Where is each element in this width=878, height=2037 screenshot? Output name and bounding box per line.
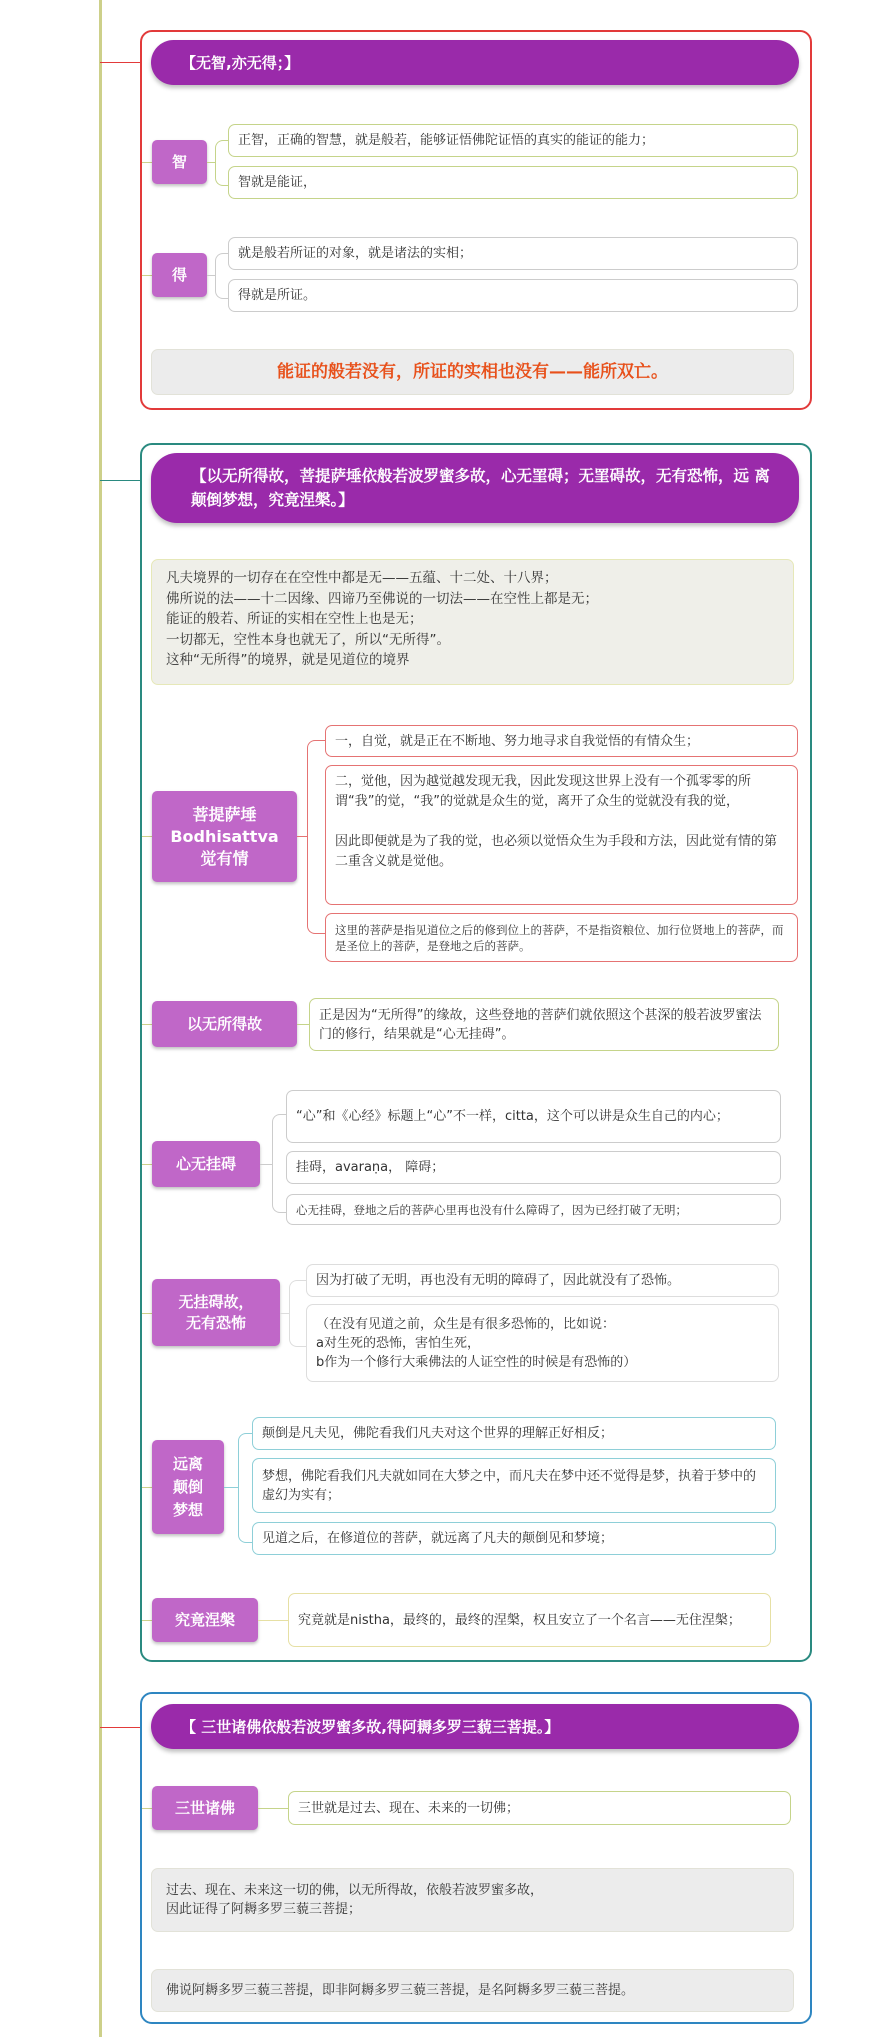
leaf-wusuode: 正是因为“无所得”的缘故，这些登地的菩萨们就依照这个甚深的般若波罗蜜法门的修行，结果就是“心无挂碍”。 bbox=[309, 998, 779, 1051]
connector bbox=[258, 1808, 288, 1809]
connector bbox=[207, 162, 215, 163]
section-banner: 【以无所得故，菩提萨埵依般若波罗蜜多故，心无罣碍；无罣碍故，无有恐怖，远 离颠倒梦想，究竟涅槃。】 bbox=[151, 453, 799, 523]
node-de[interactable]: 得 bbox=[152, 253, 207, 297]
leaf-yuanli-2: 梦想，佛陀看我们凡夫就如同在大梦之中，而凡夫在梦中还不觉得是梦，执着于梦中的虚幻为实有； bbox=[252, 1458, 776, 1513]
connector bbox=[260, 1164, 272, 1165]
node-kongbu[interactable]: 无挂碍故， 无有恐怖 bbox=[152, 1279, 280, 1346]
connector bbox=[224, 1487, 238, 1488]
leaf-bodhi-1: 一，自觉，就是正在不断地、努力地寻求自我觉悟的有情众生； bbox=[325, 725, 798, 757]
connector bbox=[142, 1164, 152, 1165]
leaf-zhi-1: 正智，正确的智慧，就是般若，能够证悟佛陀证悟的真实的能证的能力； bbox=[228, 124, 798, 157]
grey-box-2: 佛说阿耨多罗三藐三菩提，即非阿耨多罗三藐三菩提，是名阿耨多罗三藐三菩提。 bbox=[151, 1969, 794, 2012]
connector bbox=[297, 836, 307, 837]
connector bbox=[207, 275, 215, 276]
node-yuanli[interactable]: 远离 颠倒 梦想 bbox=[152, 1440, 224, 1534]
leaf-de-2: 得就是所证。 bbox=[228, 279, 798, 312]
connector bbox=[142, 1024, 152, 1025]
section-banner: 【无智,亦无得；】 bbox=[151, 40, 799, 85]
bracket bbox=[215, 253, 229, 299]
spine-branch bbox=[100, 480, 140, 481]
section-banner: 【 三世诸佛依般若波罗蜜多故,得阿耨多罗三藐三菩提。】 bbox=[151, 1704, 799, 1749]
connector bbox=[142, 1620, 152, 1621]
node-bodhisattva[interactable]: 菩提萨埵 Bodhisattva 觉有情 bbox=[152, 791, 297, 882]
intro-box: 凡夫境界的一切存在在空性中都是无——五蕴、十二处、十八界； 佛所说的法——十二因缘、四谛乃至佛说的一切法——在空性上都是无； 能证的般若、所证的实相在空性上也是无； 一切都无，空性本身也就无了，所以“无所得”。 这种“无所得”的境界，就是见道位的境界 bbox=[151, 559, 794, 685]
leaf-sanshi: 三世就是过去、现在、未来的一切佛； bbox=[288, 1791, 791, 1825]
connector bbox=[142, 1487, 152, 1488]
node-zhi[interactable]: 智 bbox=[152, 140, 207, 184]
leaf-yuanli-1: 颠倒是凡夫见，佛陀看我们凡夫对这个世界的理解正好相反； bbox=[252, 1417, 776, 1450]
connector bbox=[280, 1313, 289, 1314]
bracket bbox=[307, 740, 326, 934]
connector bbox=[258, 1620, 288, 1621]
spine-branch bbox=[100, 62, 140, 63]
conclusion-box: 能证的般若没有，所证的实相也没有——能所双亡。 bbox=[151, 349, 794, 395]
bracket bbox=[215, 140, 229, 186]
node-sanshi[interactable]: 三世诸佛 bbox=[152, 1786, 258, 1830]
connector bbox=[297, 1024, 309, 1025]
leaf-kongbu-1: 因为打破了无明，再也没有无明的障碍了，因此就没有了恐怖。 bbox=[306, 1264, 779, 1297]
main-spine bbox=[99, 0, 102, 2037]
connector bbox=[142, 162, 152, 163]
bracket bbox=[289, 1280, 307, 1347]
leaf-xinwu-1: “心”和《心经》标题上“心”不一样，citta，这个可以讲是众生自己的内心； bbox=[286, 1090, 781, 1143]
grey-box-1: 过去、现在、未来这一切的佛，以无所得故，依般若波罗蜜多故， 因此证得了阿耨多罗三藐三菩提； bbox=[151, 1868, 794, 1932]
node-niepan[interactable]: 究竟涅槃 bbox=[152, 1598, 258, 1642]
connector bbox=[142, 275, 152, 276]
leaf-niepan: 究竟就是nistha，最终的，最终的涅槃，权且安立了一个名言——无住涅槃； bbox=[288, 1593, 771, 1647]
connector bbox=[142, 836, 152, 837]
connector bbox=[142, 1313, 152, 1314]
leaf-bodhi-2: 二，觉他，因为越觉越发现无我，因此发现这世界上没有一个孤零零的所谓“我”的觉，“我”的觉就是众生的觉，离开了众生的觉就没有我的觉， 因此即便就是为了我的觉，也必须以觉悟众生为手段和方法，因此觉有情的第二重含义就是觉他。 bbox=[325, 765, 798, 905]
leaf-xinwu-2: 挂碍，avaraṇa， 障碍； bbox=[286, 1151, 781, 1184]
leaf-xinwu-3: 心无挂碍，登地之后的菩萨心里再也没有什么障碍了，因为已经打破了无明； bbox=[286, 1194, 781, 1225]
node-wusuode[interactable]: 以无所得故 bbox=[152, 1001, 297, 1047]
leaf-yuanli-3: 见道之后，在修道位的菩萨，就远离了凡夫的颠倒见和梦境； bbox=[252, 1522, 776, 1555]
bracket bbox=[238, 1433, 253, 1543]
spine-branch bbox=[100, 1727, 140, 1728]
leaf-kongbu-2: （在没有见道之前，众生是有很多恐怖的，比如说： a对生死的恐怖，害怕生死， b作为一个修行大乘佛法的人证空性的时候是有恐怖的） bbox=[306, 1304, 779, 1382]
bracket bbox=[272, 1114, 287, 1213]
leaf-bodhi-3: 这里的菩萨是指见道位之后的修到位上的菩萨，不是指资粮位、加行位贤地上的菩萨，而是圣位上的菩萨，是登地之后的菩萨。 bbox=[325, 913, 798, 962]
leaf-zhi-2: 智就是能证， bbox=[228, 166, 798, 199]
connector bbox=[142, 1808, 152, 1809]
leaf-de-1: 就是般若所证的对象，就是诸法的实相； bbox=[228, 237, 798, 270]
node-xinwu[interactable]: 心无挂碍 bbox=[152, 1141, 260, 1187]
